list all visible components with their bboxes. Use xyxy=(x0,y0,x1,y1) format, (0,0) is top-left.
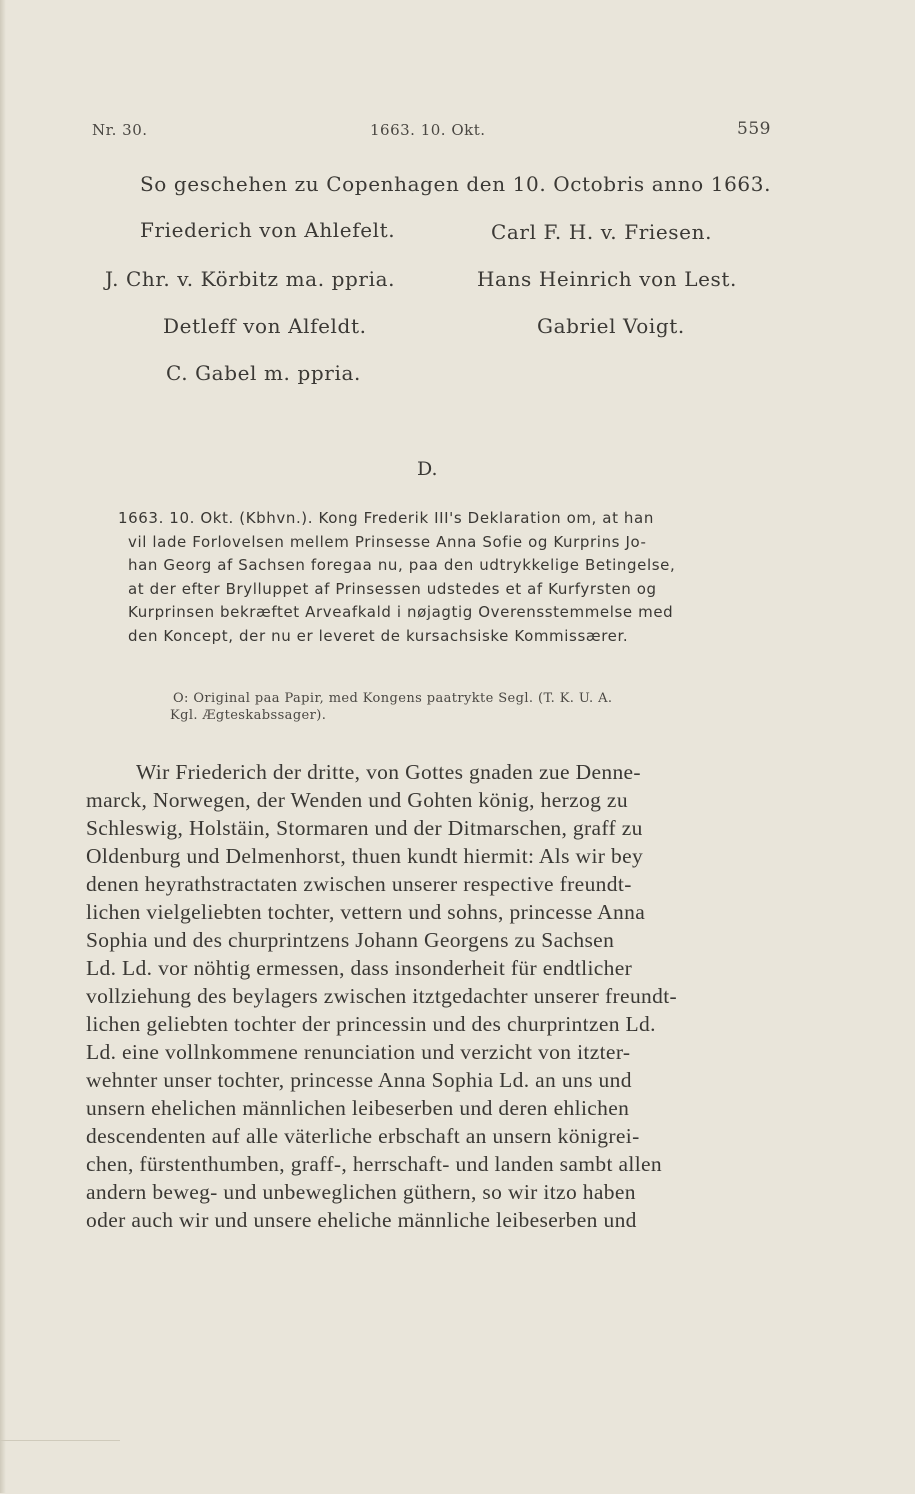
signatory-left-1: Friederich von Ahlefelt. xyxy=(140,218,396,242)
closing-line: So geschehen zu Copenhagen den 10. Octobris anno 1663. xyxy=(140,172,772,196)
summary-line: at der efter Brylluppet af Prinsessen udstedes et af Kurfyrsten og xyxy=(128,579,657,598)
body-line: wehnter unser tochter, princesse Anna Sophia Ld. an uns und xyxy=(86,1068,632,1092)
body-line: Sophia und des churprintzens Johann Georgens zu Sachsen xyxy=(86,928,615,952)
header-number: Nr. 30. xyxy=(92,121,148,139)
summary-line: han Georg af Sachsen foregaa nu, paa den udtrykkelige Betingelse, xyxy=(128,556,676,574)
header-date: 1663. 10. Okt. xyxy=(370,121,486,139)
summary-line: den Koncept, der nu er leveret de kursachsiske Kommissærer. xyxy=(128,626,629,645)
page-number: 559 xyxy=(737,119,771,139)
body-line: Ld. Ld. vor nöhtig ermessen, dass insonderheit für endtlicher xyxy=(86,956,633,980)
document-body xyxy=(86,758,776,1234)
body-line: denen heyrathstractaten zwischen unserer respective freundt- xyxy=(86,872,632,896)
body-line: marck, Norwegen, der Wenden und Gohten könig, herzog zu xyxy=(86,788,628,812)
body-line: Wir Friederich der dritte, von Gottes gnaden zue Denne- xyxy=(136,760,641,784)
body-line: chen, fürstenthumben, graff-, herrschaft- und landen sambt allen xyxy=(86,1152,663,1176)
source-line: Kgl. Ægteskabssager). xyxy=(170,708,327,723)
body-line: Oldenburg und Delmenhorst, thuen kundt hiermit: Als wir bey xyxy=(86,844,644,868)
summary-line: vil lade Forlovelsen mellem Prinsesse Anna Sofie og Kurprins Jo- xyxy=(128,532,647,551)
summary-line: Kurprinsen bekræftet Arveafkald i nøjagtig Overensstemmelse med xyxy=(128,603,674,621)
section-heading: D. xyxy=(417,458,438,480)
body-line: lichen vielgeliebten tochter, vettern und sohns, princesse Anna xyxy=(86,900,646,924)
body-line: andern beweg- und unbeweglichen güthern, so wir itzo haben xyxy=(86,1180,636,1204)
page-corner-mark xyxy=(0,1440,120,1494)
document-summary xyxy=(118,507,768,648)
signatory-right-1: Carl F. H. v. Friesen. xyxy=(491,220,713,244)
body-line: descendenten auf alle väterliche erbschaft an unsern königrei- xyxy=(86,1124,640,1148)
body-line: vollziehung des beylagers zwischen itztgedachter unserer freundt- xyxy=(86,984,678,1008)
signatory-right-3: Gabriel Voigt. xyxy=(537,314,685,338)
signatory-left-4: C. Gabel m. ppria. xyxy=(166,361,361,385)
signatory-right-2: Hans Heinrich von Lest. xyxy=(477,267,737,291)
summary-line: 1663. 10. Okt. (Kbhvn.). Kong Frederik III's Deklaration om, at han xyxy=(118,509,654,527)
source-line: O: Original paa Papir, med Kongens paatrykte Segl. (T. K. U. A. xyxy=(173,691,613,706)
signatory-left-3: Detleff von Alfeldt. xyxy=(163,314,367,338)
body-line: lichen geliebten tochter der princessin und des churprintzen Ld. xyxy=(86,1012,656,1036)
body-line: Schleswig, Holstäin, Stormaren und der Ditmarschen, graff zu xyxy=(86,816,643,840)
signatory-left-2: J. Chr. v. Körbitz ma. ppria. xyxy=(105,267,396,291)
source-note xyxy=(170,690,773,724)
body-line: oder auch wir und unsere eheliche männliche leibeserben und xyxy=(86,1208,637,1232)
body-line: unsern ehelichen männlichen leibeserben und deren ehlichen xyxy=(86,1096,630,1120)
body-line: Ld. eine vollnkommene renunciation und verzicht von itzter- xyxy=(86,1040,631,1064)
page-edge-shadow xyxy=(0,0,6,1493)
